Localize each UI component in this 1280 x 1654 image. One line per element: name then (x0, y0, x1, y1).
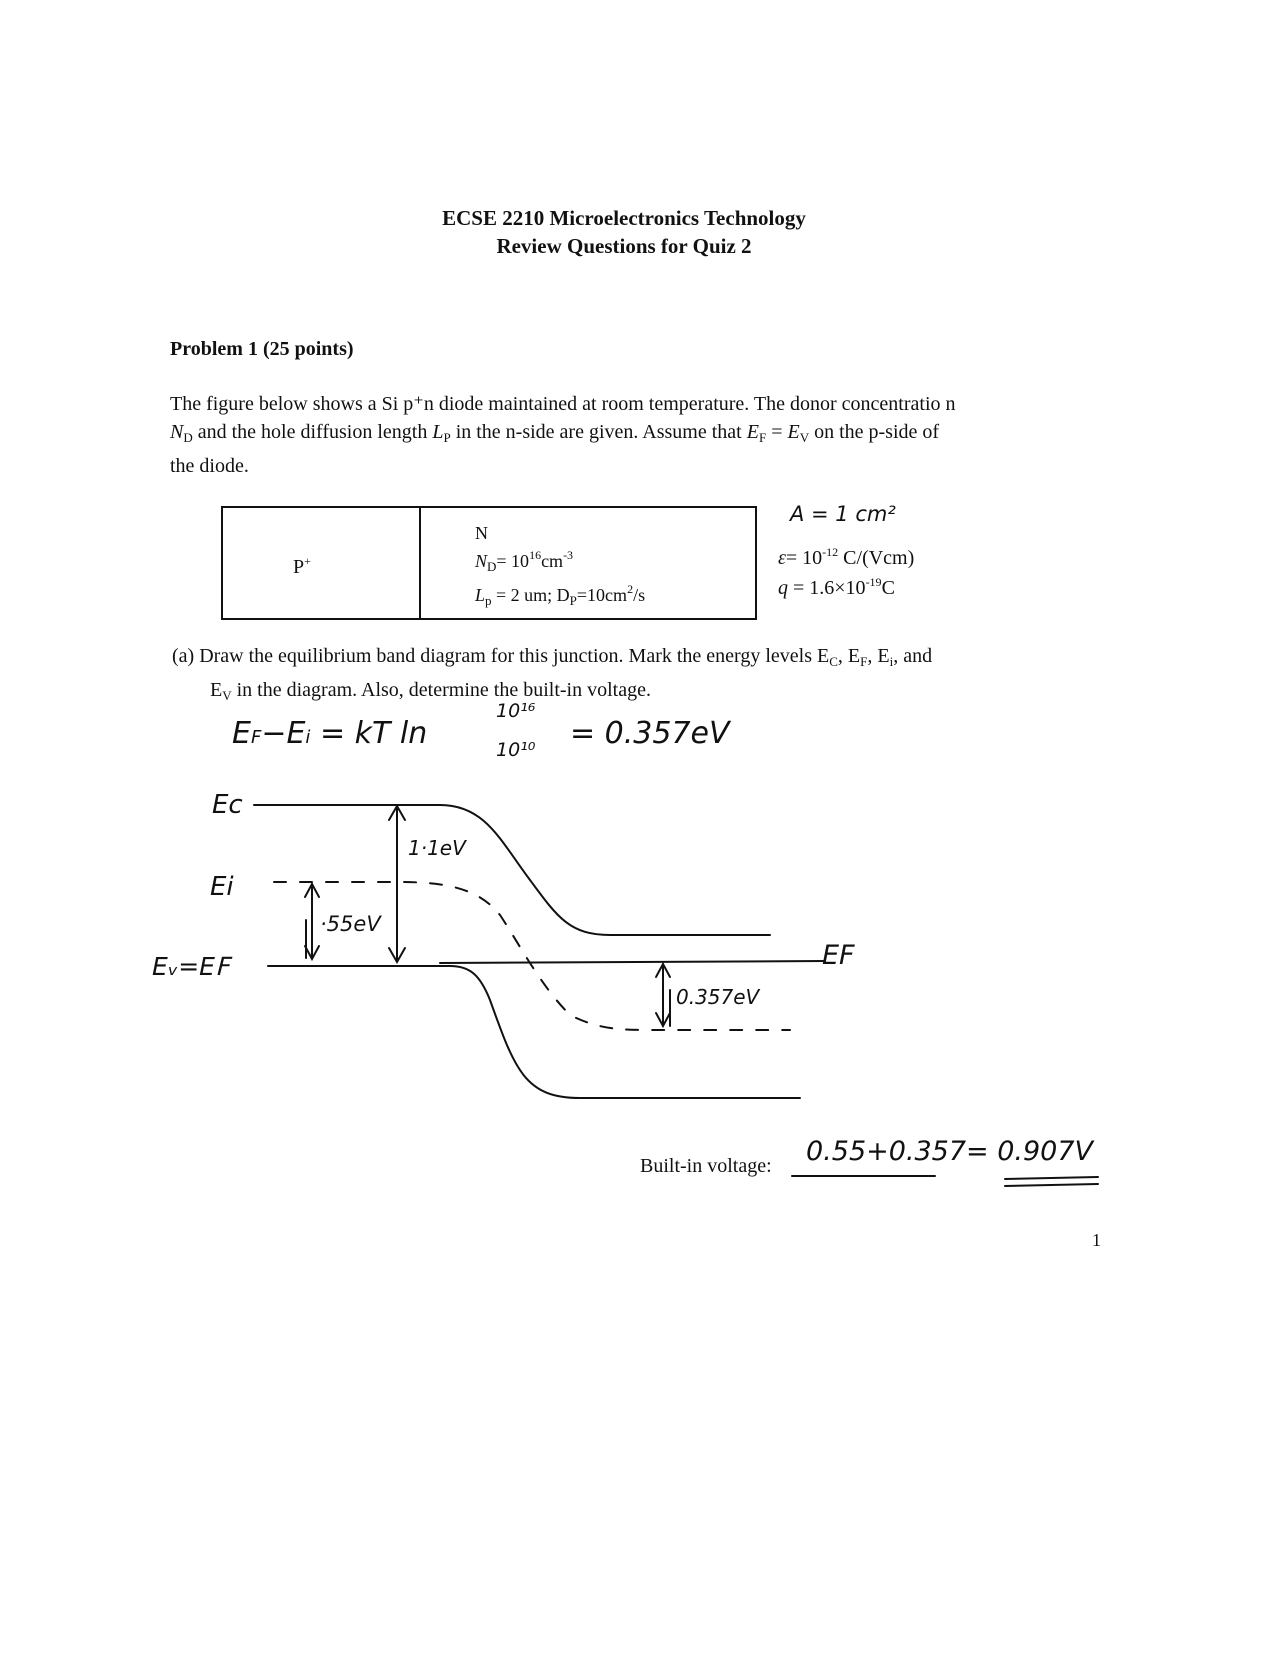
equation-numerator: 10¹⁶ (496, 700, 536, 722)
charge-constant: $q = 1.6\times 10^{-19}C$ (778, 575, 895, 599)
builtin-voltage-answer: 0.55+0.357= 0.907V (806, 1136, 1094, 1167)
ec-label: Ec (212, 790, 243, 820)
problem-heading: Problem 1 (25 points) (170, 338, 354, 360)
statement-line-1: The figure below shows a Si p⁺n diode maintained at room temperature. The donor concentratio n (170, 393, 956, 415)
area-handwritten: A = 1 cm² (790, 502, 896, 526)
nd-symbol: N (170, 421, 184, 443)
fermi-level-line (440, 961, 825, 963)
half-gap-label: ·55eV (320, 912, 381, 936)
ec-band-line (254, 805, 770, 935)
lp-subscript: P (443, 430, 451, 445)
ef-symbol: E (746, 421, 759, 443)
n-side-offset-label: 0.357eV (676, 985, 760, 1009)
ei-dashed-line (274, 882, 790, 1030)
course-title: ECSE 2210 Microelectronics Technology (442, 206, 806, 230)
permittivity-constant: $\varepsilon= 10^{-12}$ C/(Vcm) (778, 545, 915, 569)
handwritten-equation: EF−Ei = kT ln (232, 716, 428, 751)
equals-sign: = (766, 421, 788, 443)
equation-result: = 0.357eV (570, 716, 730, 751)
statement-text: and the hole diffusion length (192, 421, 433, 443)
statement-text: on the p-side of (809, 421, 940, 443)
ev-ef-label: Eᵥ=E𝖥 (152, 952, 230, 981)
ei-label: Ei (210, 872, 234, 902)
ev-subscript: V (799, 430, 810, 445)
page-number: 1 (1092, 1230, 1101, 1250)
p-region-label: P+ (293, 554, 311, 578)
ev-band-line (268, 966, 800, 1098)
part-a-line-1: (a) Draw the equilibrium band diagram for this junction. Mark the energy levels $E_C$, $E_F$, $E_i$, and (172, 645, 933, 669)
equation-denominator: 10¹⁰ (496, 739, 536, 761)
ef-right-label: EF (822, 940, 855, 971)
lp-symbol: L (432, 421, 444, 443)
answer-underline-1 (1005, 1177, 1098, 1179)
n-region-label: N (475, 523, 488, 543)
diffusion-parameters: $L_p = 2$ um; $D_P=10cm^2/s$ (475, 582, 646, 608)
nd-subscript: D (183, 430, 193, 445)
ev-symbol: E (787, 421, 800, 443)
answer-underline-2 (1005, 1184, 1098, 1186)
statement-line-3: the diode. (170, 455, 249, 477)
document-subtitle: Review Questions for Quiz 2 (496, 234, 752, 258)
statement-text: in the n-side are given. Assume that (450, 421, 747, 443)
band-gap-label: 1·1eV (408, 836, 466, 860)
donor-concentration: $N_D= 10^{16}cm^{-3}$ (475, 548, 574, 574)
part-a-line-2: $E_V$ in the diagram. Also, determine the built-in voltage. (210, 679, 651, 703)
ef-subscript: F (758, 430, 767, 445)
builtin-voltage-label: Built-in voltage: (640, 1155, 772, 1177)
